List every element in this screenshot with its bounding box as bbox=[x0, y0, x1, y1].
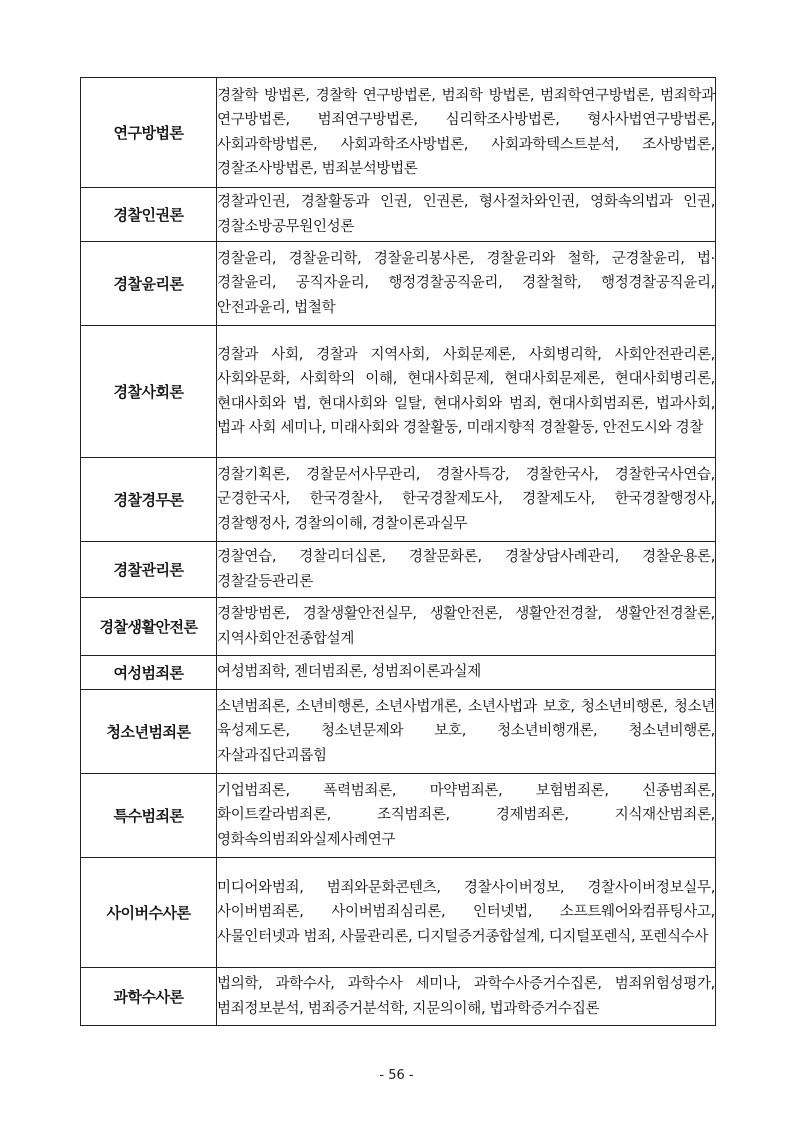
category-cell: 경찰사회론 bbox=[81, 326, 217, 458]
table-row bbox=[81, 242, 716, 326]
category-cell: 청소년범죄론 bbox=[81, 690, 217, 774]
table-row bbox=[81, 968, 716, 1026]
courses-cell: 법의학, 과학수사, 과학수사 세미나, 과학수사증거수집론, 범죄위험성평가, 범죄정보분석, 범죄증거분석학, 지문의이해, 법과학증거수집론 bbox=[217, 968, 716, 1026]
courses-cell: 경찰방범론, 경찰생활안전실무, 생활안전론, 생활안전경찰, 생활안전경찰론, 지역사회안전종합설계 bbox=[217, 598, 716, 656]
courses-cell: 경찰학 방법론, 경찰학 연구방법론, 범죄학 방법론, 범죄학연구방법론, 범죄학과 연구방법론, 범죄연구방법론, 심리학조사방법론, 형사사법연구방법론, 사회과학방법론, 사회과학조사방법론, 사회과학텍스트분석, 조사방법론, 경찰조사방법론, 범죄분석방법론 bbox=[217, 78, 716, 188]
courses-cell: 경찰윤리, 경찰윤리학, 경찰윤리봉사론, 경찰윤리와 철학, 군경찰윤리, 법·경찰윤리, 공직자윤리, 행정경찰공직윤리, 경찰철학, 행정경찰공직윤리, 안전과윤리, 법철학 bbox=[217, 242, 716, 326]
table-row bbox=[81, 690, 716, 774]
table-row bbox=[81, 656, 716, 690]
category-cell: 경찰생활안전론 bbox=[81, 598, 217, 656]
category-cell: 경찰윤리론 bbox=[81, 242, 217, 326]
courses-cell: 소년범죄론, 소년비행론, 소년사법개론, 소년사법과 보호, 청소년비행론, 청소년 육성제도론, 청소년문제와 보호, 청소년비행개론, 청소년비행론, 자살과집단괴롭힘 bbox=[217, 690, 716, 774]
table-row bbox=[81, 774, 716, 858]
category-cell: 여성범죄론 bbox=[81, 656, 217, 690]
table-row bbox=[81, 188, 716, 242]
courses-cell: 미디어와범죄, 범죄와문화콘텐츠, 경찰사이버정보, 경찰사이버정보실무, 사이버범죄론, 사이버범죄심리론, 인터넷법, 소프트웨어와컴퓨팅사고, 사물인터넷과 범죄, 사물관리론, 디지털증거종합설계, 디지털포렌식, 포렌식수사 bbox=[217, 858, 716, 968]
courses-cell: 여성범죄학, 젠더범죄론, 성범죄이론과실제 bbox=[217, 656, 716, 690]
courses-cell: 경찰기획론, 경찰문서사무관리, 경찰사특강, 경찰한국사, 경찰한국사연습, 군경한국사, 한국경찰사, 한국경찰제도사, 경찰제도사, 한국경찰행정사, 경찰행정사, 경찰의이해, 경찰이론과실무 bbox=[217, 458, 716, 542]
category-cell: 특수범죄론 bbox=[81, 774, 217, 858]
courses-cell: 경찰연습, 경찰리더십론, 경찰문화론, 경찰상담사례관리, 경찰운용론, 경찰갈등관리론 bbox=[217, 542, 716, 598]
category-cell: 경찰관리론 bbox=[81, 542, 217, 598]
courses-cell: 경찰과인권, 경찰활동과 인권, 인권론, 형사절차와인권, 영화속의법과 인권, 경찰소방공무원인성론 bbox=[217, 188, 716, 242]
table-row bbox=[81, 542, 716, 598]
table-row bbox=[81, 858, 716, 968]
category-cell: 과학수사론 bbox=[81, 968, 217, 1026]
table-row bbox=[81, 598, 716, 656]
category-cell: 연구방법론 bbox=[81, 78, 217, 188]
table-row bbox=[81, 326, 716, 458]
page-number: - 56 - bbox=[379, 1068, 414, 1083]
category-cell: 사이버수사론 bbox=[81, 858, 217, 968]
category-cell: 경찰인권론 bbox=[81, 188, 217, 242]
courses-cell: 기업범죄론, 폭력범죄론, 마약범죄론, 보험범죄론, 신종범죄론, 화이트칼라범죄론, 조직범죄론, 경제범죄론, 지식재산범죄론, 영화속의범죄와실제사례연구 bbox=[217, 774, 716, 858]
category-cell: 경찰경무론 bbox=[81, 458, 217, 542]
table-row bbox=[81, 78, 716, 188]
table-row bbox=[81, 458, 716, 542]
curriculum-table bbox=[80, 77, 716, 1026]
courses-cell: 경찰과 사회, 경찰과 지역사회, 사회문제론, 사회병리학, 사회안전관리론, 사회와문화, 사회학의 이해, 현대사회문제, 현대사회문제론, 현대사회병리론, 현대사회와 법, 현대사회와 일탈, 현대사회와 범죄, 현대사회범죄론, 법과사회, 법과 사회 세미나, 미래사회와 경찰활동, 미래지향적 경찰활동, 안전도시와 경찰 bbox=[217, 326, 716, 458]
